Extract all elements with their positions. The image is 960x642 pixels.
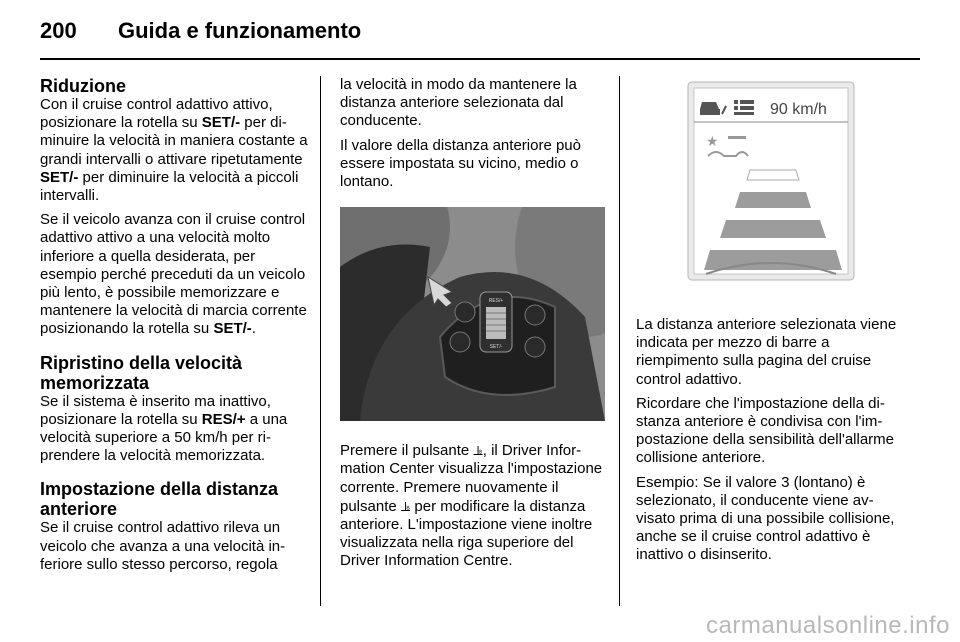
- bold-term: RES/+: [201, 410, 246, 428]
- text: Se il veicolo avanza con il cruise control adattivo attivo a una velocità molto inferiore a quella desiderata, per esempio perché preceduti da un veicolo più lento, è possibile memorizzare e mantenere la velocità di marcia corrente posizionando la rotella su: [40, 211, 307, 338]
- paragraph: [340, 441, 605, 570]
- bold-term: SET/-: [213, 320, 252, 338]
- bold-term: SET/-: [40, 168, 79, 186]
- heading-impostazione-distanza: Impostazione della distanza anteriore: [40, 479, 279, 520]
- page-number: 200: [40, 18, 77, 43]
- paragraph: Il valore della distanza anteriore può essere impostata su vicino, medio o lontano.: [340, 136, 581, 191]
- wheel-label-res: RES/+: [488, 298, 504, 305]
- heading-riduzione: Riduzione: [40, 76, 126, 96]
- following-gap-icon: ⫡: [473, 442, 483, 459]
- paragraph: [40, 211, 308, 338]
- page-title: Guida e funzionamento: [118, 18, 362, 43]
- paragraph: [40, 96, 308, 205]
- column-divider: [320, 76, 321, 606]
- column-divider: [619, 76, 620, 606]
- text: Premere il pulsante: [340, 442, 474, 460]
- watermark: carmanualsonline.info: [706, 612, 950, 639]
- wheel-label-set: SET/-: [489, 344, 503, 351]
- svg-text:★: ★: [706, 134, 719, 150]
- page-header: [40, 14, 920, 54]
- text: Se il sistema è inserito ma inattivo, posizionare la rotella su: [40, 392, 271, 428]
- text: a una velocità superiore a 50 km/h per riprendere la velocità memorizzata.: [40, 410, 288, 465]
- paragraph: La distanza anteriore selezionata viene indicata per mezzo di barre a riempimento sulla pagina del cruise control adattivo.: [636, 316, 897, 388]
- text: .: [251, 320, 256, 338]
- column-1: [40, 76, 308, 580]
- following-gap-icon: ⫡: [400, 497, 411, 514]
- paragraph: Esempio: Se il valore 3 (lontano) è selezionato, il conducente viene avvisato prima di una possibile collisione, anche se il cruise control adattivo è inattivo o disinserito.: [636, 473, 895, 564]
- heading-ripristino: Ripristino della velocità memorizzata: [40, 352, 243, 393]
- column-3: [636, 76, 904, 571]
- text: Con il cruise control adattivo attivo, posizionare la rotella su: [40, 96, 273, 132]
- gap-bar-3: [720, 220, 826, 238]
- paragraph: la velocità in modo da mantenere la distanza anteriore selezionata dal conducente.: [340, 76, 577, 130]
- text: , il Driver Information Center visualizza l'impostazione corrente. Premere nuovamente il pulsante: [340, 442, 603, 515]
- paragraph: Se il cruise control adattivo rileva un veicolo che avanza a una velocità inferiore sullo stesso percorso, regola: [40, 519, 286, 573]
- speed-readout: 90 km/h: [770, 101, 827, 118]
- text: per modificare la distanza anteriore. L'impostazione viene inoltre visualizzata nella riga superiore del Driver Information Centre.: [340, 497, 593, 570]
- bold-term: SET/-: [201, 114, 241, 132]
- text: per diminuire la velocità in maniera costante a grandi intervalli o attivare ripetutamente: [40, 114, 308, 168]
- steering-wheel-photo: [340, 207, 605, 421]
- driver-info-center-display: [636, 76, 900, 296]
- paragraph: [40, 393, 308, 466]
- column-2: [340, 76, 605, 577]
- paragraph: Ricordare che l'impostazione della distanza anteriore è condivisa con l'impostazione della sensibilità dell'allarme collisione anteriore.: [636, 394, 895, 467]
- gap-bar-4: [704, 250, 842, 270]
- gap-bar-2: [735, 192, 811, 208]
- header-rule: [40, 58, 920, 60]
- gap-bars-icon: [734, 100, 754, 115]
- text: per diminuire la velocità a piccoli intervalli.: [40, 168, 299, 205]
